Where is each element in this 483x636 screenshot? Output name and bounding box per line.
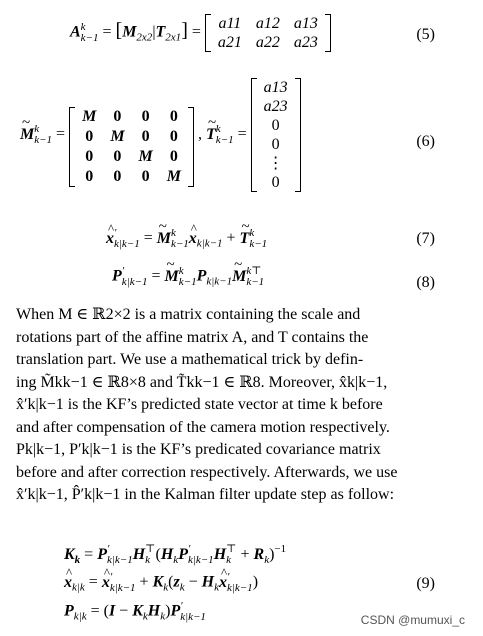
eq5-matrix (205, 14, 331, 52)
equation-6: ~ M k k−1 = M 0 0 0 0 M 0 0 0 0 M 0 0 0 0 M , ~ T k k−1 = a13 a23 0 0 ⋮ 0 (20, 78, 301, 192)
matrix-cell: 0 (85, 168, 94, 185)
paragraph-line: When M ∈ ℝ2×2 is a matrix containing the scale and (16, 306, 361, 323)
body-paragraph (16, 304, 436, 507)
eq5-lhs-sup: k (80, 21, 86, 33)
eq6-lhs-sup: k (34, 123, 40, 135)
matrix-cell: 0 (141, 108, 150, 125)
matrix-cell: 0 (169, 128, 178, 145)
watermark: CSDN @mumuxi_c (360, 613, 465, 627)
matrix-cell: M (110, 128, 125, 145)
paragraph-line: before and after correction respectively. Afterwards, we use (16, 463, 398, 481)
equation-9-line-3: $P_{k|k} = (I - K_kH_k)P$ ′ k|k−1 (64, 600, 206, 623)
matrix-cell: ⋮ (267, 155, 284, 172)
paragraph-line: x̂′k|k−1 is the KF’s predicted state vector at time k before (16, 396, 383, 413)
matrix-cell: a23 (263, 98, 288, 115)
matrix-cell: a12 (255, 15, 280, 32)
paragraph-line: Pk|k−1, P′k|k−1 is the KF’s predicated covariance matrix (16, 441, 381, 458)
eq5-number: (5) (416, 26, 435, 43)
equation-8: P ′ k|k−1 = ~ M k k−1 $P_{k|k-1}\sim$ M k⊤ k−1 (112, 266, 264, 288)
matrix-cell: a13 (263, 79, 288, 96)
equation-5: A k k−1 = $[M_{2x2}|T_{2x1}]$ = a11 a12 a13 a21 a22 a23 (70, 14, 331, 52)
matrix-cell: M (166, 168, 182, 185)
eq5-lhs-symbol: A (70, 23, 81, 41)
paragraph-line: and after compensation of the camera motion respectively. (16, 418, 390, 436)
matrix-cell: 0 (169, 148, 178, 165)
eq7-number: (7) (416, 230, 435, 247)
matrix-cell: a22 (255, 34, 280, 51)
equation-9-line-1: $K_k = P$ ′ k|k−1 H ⊤ k ($H_kP$ ′ k|k−1 H ⊤ k + $R_k)^{-1}$ (64, 543, 287, 567)
matrix-cell: 0 (271, 174, 280, 191)
eq5-m-sub: 2x2 (136, 31, 153, 44)
eq6-t-vector (251, 78, 301, 192)
matrix-cell: 0 (85, 128, 94, 145)
matrix-cell: 0 (113, 168, 122, 185)
matrix-cell: a21 (217, 34, 242, 51)
eq6-lhs-sub: k−1 (34, 134, 53, 146)
matrix-cell: 0 (169, 108, 178, 125)
eq9-number: (9) (416, 575, 435, 592)
eq6-block-matrix (69, 107, 194, 187)
matrix-cell: 0 (141, 128, 150, 145)
eq6-number: (6) (416, 133, 435, 150)
eq5-lhs-sub: k−1 (80, 32, 99, 44)
paragraph-line: x̂′k|k−1, P̂′k|k−1 in the Kalman filter update step as follow: (16, 486, 395, 503)
matrix-cell: 0 (113, 148, 122, 165)
matrix-cell: 0 (113, 108, 122, 125)
matrix-cell: 0 (141, 168, 150, 185)
paragraph-line: rotations part of the affine matrix A, and T contains the (16, 328, 369, 346)
matrix-cell: 0 (271, 136, 280, 153)
eq6-lhs-symbol: ~ M (20, 126, 34, 144)
matrix-cell: a23 (293, 34, 318, 51)
equation-7: ^ x ′ k|k−1 = ~ M k k−1 ^ $x_{k|k-1}$ + ~ T k k−1 (106, 228, 267, 250)
matrix-cell: 0 (85, 148, 94, 165)
matrix-cell: M (82, 108, 97, 125)
eq8-number: (8) (416, 274, 435, 291)
matrix-cell: 0 (271, 117, 280, 134)
eq5-t-sub: 2x1 (165, 31, 182, 44)
paragraph-line: translation part. We use a mathematical trick by defin- (16, 351, 364, 368)
matrix-cell: M (138, 148, 153, 165)
matrix-cell: a13 (293, 15, 318, 32)
equation-9-line-2: ^ $x_{k|k}$ = ^ x ′ k|k−1 + $K_k(z_k$ − $H_k\^{}$ x ′ k|k−1 ) (64, 572, 258, 594)
eq6-t-symbol: ~ T (206, 126, 216, 144)
matrix-cell: a11 (218, 15, 242, 32)
paragraph-line: ing M̃kk−1 ∈ ℝ8×8 and T̃kk−1 ∈ ℝ8. Moreover, x̂k|k−1, (16, 373, 388, 391)
